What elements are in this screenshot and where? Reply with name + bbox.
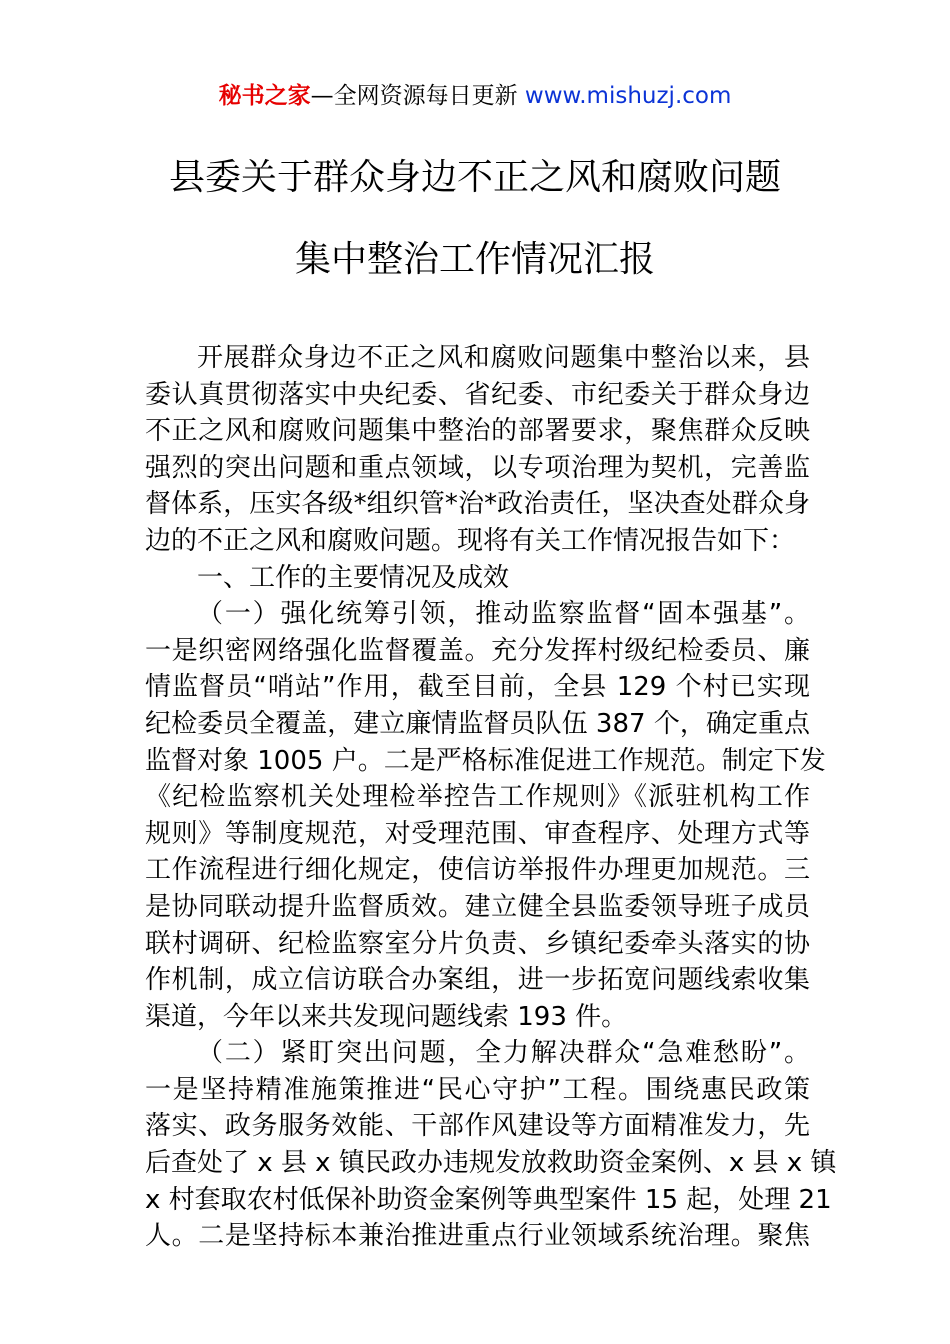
paragraph-line: 强烈的突出问题和重点领域，以专项治理为契机，完善监 [145, 452, 810, 483]
document-body [145, 340, 837, 1255]
paragraph-line: 一是坚持精准施策推进“民心守护”工程。围绕惠民政策 [145, 1074, 810, 1105]
paragraph-line: 是协同联动提升监督质效。建立健全县监委领导班子成员 [145, 891, 810, 922]
paragraph-line: 人。二是坚持标本兼治推进重点行业领域系统治理。聚焦 [145, 1221, 810, 1252]
paragraph-line: 纪检委员全覆盖，建立廉情监督员队伍 387 个，确定重点 [145, 708, 810, 739]
paragraph-line: 督体系，压实各级*组织管*治*政治责任，坚决查处群众身 [145, 489, 810, 520]
paragraph-line: 情监督员“哨站”作用，截至目前，全县 129 个村已实现 [145, 672, 810, 703]
paragraph-line: 渠道，今年以来共发现问题线索 193 件。 [145, 1001, 628, 1032]
title-line-1: 县委关于群众身边不正之风和腐败问题 [168, 157, 781, 198]
paragraph-line: 联村调研、纪检监察室分片负责、乡镇纪委牵头落实的协 [145, 928, 810, 959]
paragraph-line: 后查处了 x 县 x 镇民政办违规发放救助资金案例、x 县 x 镇 [145, 1148, 837, 1179]
paragraph-line: 开展群众身边不正之风和腐败问题集中整治以来，县 [197, 343, 810, 373]
paragraph-line: 作机制，成立信访联合办案组，进一步拓宽问题线索收集 [145, 965, 810, 996]
subsection-heading: （二）紧盯突出问题，全力解决群众“急难愁盼”。 [197, 1038, 810, 1069]
paragraph-line: x 村套取农村低保补助资金案例等典型案件 15 起，处理 21 [145, 1184, 832, 1215]
paragraph-line: 不正之风和腐败问题集中整治的部署要求，聚焦群众反映 [145, 416, 810, 447]
paragraph-line: 一是织密网络强化监督覆盖。充分发挥村级纪检委员、廉 [145, 635, 810, 666]
section-heading: 一、工作的主要情况及成效 [197, 562, 510, 593]
paragraph-line: 监督对象 1005 户。二是严格标准促进工作规范。制定下发 [145, 745, 826, 776]
paragraph-line: 边的不正之风和腐败问题。现将有关工作情况报告如下： [145, 525, 796, 556]
paragraph-line: 委认真贯彻落实中央纪委、省纪委、市纪委关于群众身边 [145, 379, 810, 410]
site-brand: 秘书之家 [218, 83, 311, 109]
site-header [0, 80, 950, 112]
site-slogan: —全网资源每日更新 [310, 83, 525, 109]
paragraph-line: 落实、政务服务效能、干部作风建设等方面精准发力，先 [145, 1111, 810, 1142]
title-line-2: 集中整治工作情况汇报 [294, 239, 655, 280]
paragraph-line: 《纪检监察机关处理检举控告工作规则》《派驻机构工作 [145, 782, 810, 813]
subsection-heading: （一）强化统筹引领，推动监察监督“固本强基”。 [197, 599, 810, 630]
document-title [0, 155, 950, 319]
site-url[interactable]: www.mishuzj.com [524, 83, 732, 109]
paragraph-line: 工作流程进行细化规定，使信访举报件办理更加规范。三 [145, 855, 810, 886]
paragraph-line: 规则》等制度规范，对受理范围、审查程序、处理方式等 [145, 818, 810, 849]
